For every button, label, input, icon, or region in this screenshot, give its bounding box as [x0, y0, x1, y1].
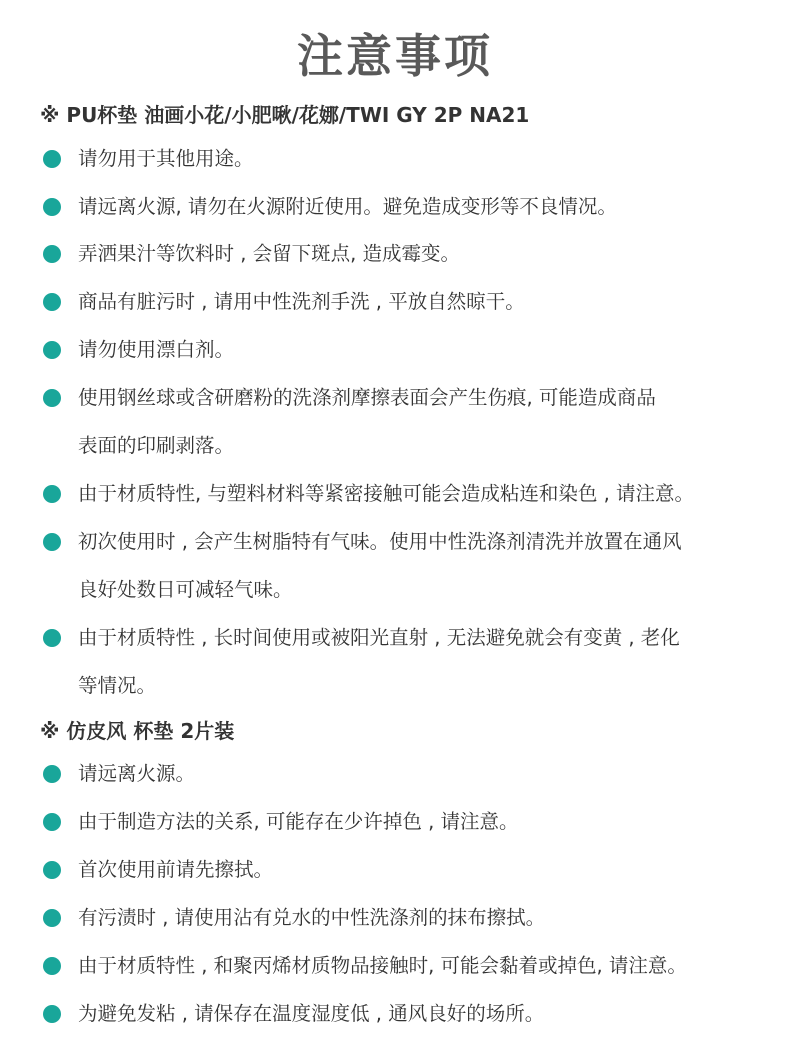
item-text-line: 为避免发粘 , 请保存在温度湿度低 , 通风良好的场所。 — [78, 1002, 545, 1025]
bullet-icon — [43, 861, 61, 879]
page-title: 注意事项 — [297, 29, 493, 83]
item-text-line: 由于材质特性 , 和聚丙烯材质物品接触时, 可能会黏着或掉色, 请注意。 — [78, 954, 687, 977]
item-text-line: 表面的印刷剥落。 — [78, 434, 235, 457]
bullet-icon — [43, 813, 61, 831]
item-text-line: 请勿使用漂白剂。 — [78, 338, 235, 361]
bullet-icon — [43, 341, 61, 359]
item-text-line: 初次使用时 , 会产生树脂特有气味。使用中性洗涤剂清洗并放置在通风 — [78, 530, 682, 553]
item-text-line: 良好处数日可减轻气味。 — [78, 578, 293, 601]
bullet-icon — [43, 765, 61, 783]
item-text-line: 有污渍时 , 请使用沾有兑水的中性洗涤剂的抹布擦拭。 — [78, 906, 546, 929]
item-text-line: 请勿用于其他用途。 — [78, 147, 254, 170]
item-text-line: 首次使用前请先擦拭。 — [78, 858, 274, 881]
item-text-line: 使用钢丝球或含研磨粉的洗涤剂摩擦表面会产生伤痕, 可能造成商品 — [78, 386, 656, 409]
bullet-icon — [43, 909, 61, 927]
item-text-line: 请远离火源, 请勿在火源附近使用。避免造成变形等不良情况。 — [78, 195, 617, 218]
bullet-icon — [43, 629, 61, 647]
item-text-line: 由于制造方法的关系, 可能存在少许掉色 , 请注意。 — [78, 810, 519, 833]
section-heading-pu-coaster: ※ PU杯垫 油画小花/小肥啾/花娜/TWI GY 2P NA21 — [40, 103, 530, 127]
item-text-line: 由于材质特性 , 长时间使用或被阳光直射 , 无法避免就会有变黄 , 老化 — [78, 626, 680, 649]
bullet-icon — [43, 293, 61, 311]
item-text-line: 商品有脏污时 , 请用中性洗剂手洗 , 平放自然晾干。 — [78, 290, 525, 313]
bullet-icon — [43, 198, 61, 216]
item-text-line: 弄洒果汁等饮料时 , 会留下斑点, 造成霉变。 — [78, 242, 460, 265]
bullet-icon — [43, 1005, 61, 1023]
section-heading-faux-leather-coaster: ※ 仿皮风 杯垫 2片装 — [40, 719, 235, 743]
bullet-icon — [43, 533, 61, 551]
item-text-line: 请远离火源。 — [78, 762, 196, 785]
bullet-icon — [43, 150, 61, 168]
bullet-icon — [43, 245, 61, 263]
bullet-icon — [43, 485, 61, 503]
bullet-icon — [43, 957, 61, 975]
item-text-line: 等情况。 — [78, 674, 157, 697]
bullet-icon — [43, 389, 61, 407]
item-text-line: 由于材质特性, 与塑料材料等紧密接触可能会造成粘连和染色 , 请注意。 — [78, 482, 694, 505]
